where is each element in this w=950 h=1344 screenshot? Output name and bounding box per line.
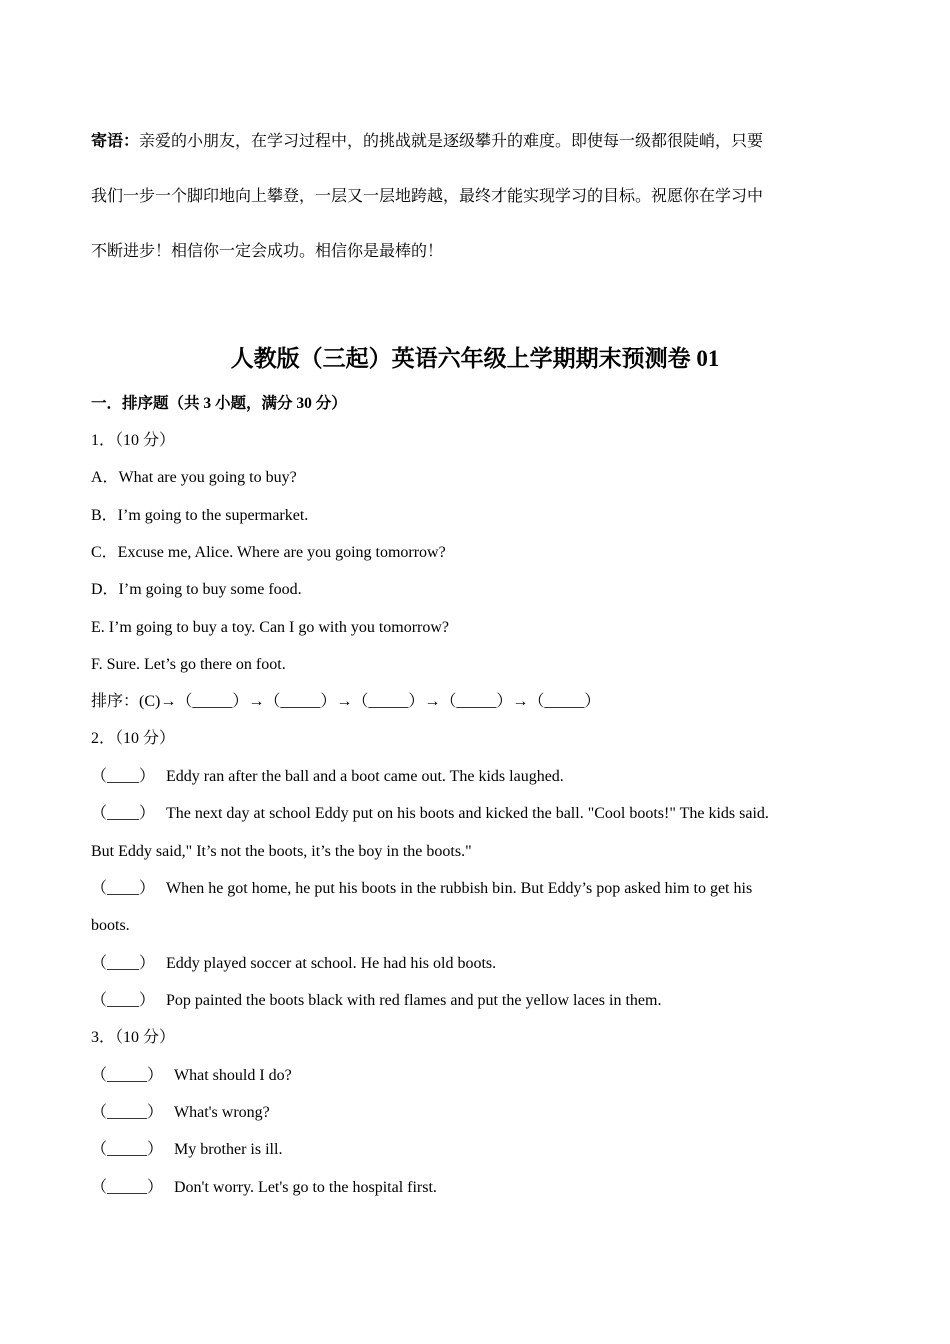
intro-line-3: 不断进步！相信你一定会成功。相信你是最棒的！ <box>91 243 444 260</box>
q2-item-3 <box>91 879 752 899</box>
q2-item-4-blank[interactable]: （____） <box>91 955 156 972</box>
q3-number: 3．（10 分） <box>91 1029 176 1046</box>
q2-item-5-text: Pop painted the boots black with red flames and put the yellow laces in them. <box>166 992 662 1009</box>
page-title: 人教版（三起）英语六年级上学期期末预测卷 01 <box>230 346 720 371</box>
q2-item-1-blank[interactable]: （____） <box>91 768 156 785</box>
q2-item-1 <box>91 767 564 787</box>
q1-option-b: B．I’m going to the supermarket. <box>91 507 309 524</box>
q3-item-4-blank[interactable]: （_____） <box>91 1179 164 1196</box>
intro-label: 寄语： <box>91 133 140 150</box>
q1-option-d: D．I’m going to buy some food. <box>91 581 302 598</box>
q2-item-2-text: The next day at school Eddy put on his boots and kicked the ball. "Cool boots!" The kids said. <box>166 805 769 822</box>
intro-line-1 <box>91 132 851 152</box>
q1-option-c: C．Excuse me, Alice. Where are you going tomorrow? <box>91 544 446 561</box>
q3-item-2-text: What's wrong? <box>174 1104 270 1121</box>
q3-item-1-blank[interactable]: （_____） <box>91 1067 164 1084</box>
q2-item-1-text: Eddy ran after the ball and a boot came out. The kids laughed. <box>166 768 564 785</box>
q2-item-3-text: When he got home, he put his boots in the rubbish bin. But Eddy’s pop asked him to get his <box>166 880 753 897</box>
q2-item-4 <box>91 954 496 974</box>
q1-option-e: E. I’m going to buy a toy. Can I go with you tomorrow? <box>91 619 450 636</box>
q1-option-f: F. Sure. Let’s go there on foot. <box>91 656 286 673</box>
q3-item-3-blank[interactable]: （_____） <box>91 1141 164 1158</box>
q2-item-3-blank[interactable]: （____） <box>91 880 156 897</box>
intro-text-1: 亲爱的小朋友，在学习过程中，的挑战就是逐级攀升的难度。即使每一级都很陡峭，只要 <box>139 133 764 150</box>
q2-item-2-blank[interactable]: （____） <box>91 805 156 822</box>
q2-item-2-continued: But Eddy said," It’s not the boots, it’s the boy in the boots." <box>91 843 472 860</box>
q1-number: 1．（10 分） <box>91 432 176 449</box>
q3-item-2 <box>91 1103 270 1123</box>
q2-item-5 <box>91 991 661 1011</box>
q3-item-4-text: Don't worry. Let's go to the hospital first. <box>174 1179 437 1196</box>
q3-item-2-blank[interactable]: （_____） <box>91 1104 164 1121</box>
q3-item-3 <box>91 1140 282 1160</box>
q2-item-4-text: Eddy played soccer at school. He had his old boots. <box>166 955 497 972</box>
q1-order-line[interactable]: 排序：(C)→（_____）→（_____）→（_____）→（_____）→（_____） <box>91 693 601 710</box>
q2-number: 2．（10 分） <box>91 730 176 747</box>
q3-item-1 <box>91 1066 292 1086</box>
section-heading: 一．排序题（共 3 小题，满分 30 分） <box>91 395 347 412</box>
q2-item-3-continued: boots. <box>91 917 130 934</box>
q3-item-4 <box>91 1178 437 1198</box>
q3-item-3-text: My brother is ill. <box>174 1141 283 1158</box>
intro-line-2: 我们一步一个脚印地向上攀登，一层又一层地跨越，最终才能实现学习的目标。祝愿你在学习中 <box>91 188 764 205</box>
q2-item-5-blank[interactable]: （____） <box>91 992 156 1009</box>
q3-item-1-text: What should I do? <box>174 1067 292 1084</box>
q1-option-a: A．What are you going to buy? <box>91 469 297 486</box>
q2-item-2 <box>91 804 769 824</box>
